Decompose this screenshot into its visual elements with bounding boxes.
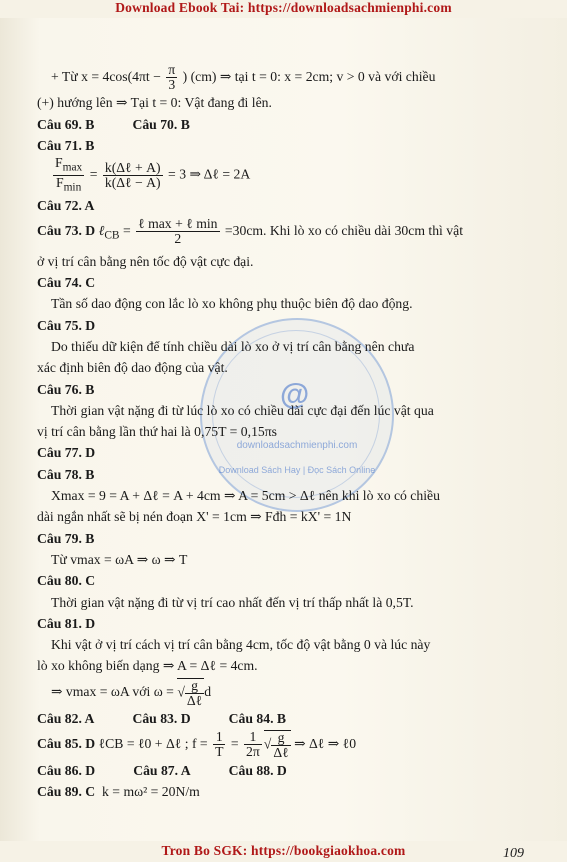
answer-81-formula: ⇒ vmax = ωA với ω = √ $\frac{g}{\text{Δℓ}}$ d xyxy=(51,677,212,708)
answer-81-text-2: lò xo không biến dạng ⇒ A = Δℓ = 4cm. xyxy=(37,658,258,674)
answer-content xyxy=(37,62,532,802)
answer-74-text: Tần số dao động con lắc lò xo không phụ thuộc biên độ dao động. xyxy=(51,296,413,312)
bottom-banner: Tron Bo SGK: https://bookgiaokhoa.com xyxy=(161,843,406,858)
answer-76-text-2: vị trí cân bằng lần thứ hai là 0,75T = 0,15πs xyxy=(37,424,277,440)
row-82-84: Câu 82. A Câu 83. D Câu 84. B xyxy=(37,710,287,726)
row-69-70: Câu 69. B Câu 70. B xyxy=(37,116,190,132)
answer-79-text: Từ vmax = ωA ⇒ ω ⇒ T xyxy=(51,551,188,567)
answer-79: Câu 79. B xyxy=(37,530,95,546)
line-1: + Từ x = 4cos(4πt − $\frac{\pi}{3}$ ) (cm) ⇒ tại t = 0: x = 2cm; v > 0 và với chiều xyxy=(51,62,436,93)
answer-80-text: Thời gian vật nặng đi từ vị trí cao nhất đến vị trí thấp nhất là 0,5T. xyxy=(51,594,414,610)
formula-71: $\frac{F_{max}}{F_{min}}$ = $\frac{\text{k(Δℓ + A)}}{\text{k(Δℓ − A)}}$ = 3 ⇒ Δℓ = 2A xyxy=(55,155,251,194)
pi-over-3: $\frac{\pi}{3}$ xyxy=(168,62,176,93)
watermark-domain: downloadsachmienphi.com xyxy=(236,440,358,451)
answer-80: Câu 80. C xyxy=(37,573,96,589)
answer-74: Câu 74. C xyxy=(37,275,96,291)
answer-75: Câu 75. D xyxy=(37,317,96,333)
answer-76: Câu 76. B xyxy=(37,381,95,397)
answer-78-text-2: dài ngắn nhất sẽ bị nén đoạn X' = 1cm ⇒ Fđh = kX' = 1N xyxy=(37,509,352,525)
answer-73-cont: ở vị trí cân bằng nên tốc độ vật cực đại. xyxy=(37,253,254,269)
answer-81: Câu 81. D xyxy=(37,615,96,631)
answer-81-text-1: Khi vật ở vị trí cách vị trí cân bằng 4cm, tốc độ vật bằng 0 và lúc này xyxy=(51,637,431,653)
answer-78-text-1: Xmax = 9 = A + Δℓ = A + 4cm ⇒ A = 5cm > Δℓ nên khi lò xo có chiều xyxy=(51,488,440,504)
answer-78: Câu 78. B xyxy=(37,466,95,482)
answer-72: Câu 72. A xyxy=(37,197,95,213)
answer-89: Câu 89. C k = mω² = 20N/m xyxy=(37,784,200,799)
top-banner: Download Ebook Tai: https://downloadsachmienphi.com xyxy=(115,0,452,15)
line-2: (+) hướng lên ⇒ Tại t = 0: Vật đang đi lên. xyxy=(37,95,272,111)
watermark-tagline: Download Sách Hay | Đọc Sách Online xyxy=(218,465,376,475)
answer-73: Câu 73. D ℓ$_{CB}$ = $\frac{\text{ℓ max + ℓ min}}{2}$ =30cm. Khi lò xo có chiều dài 30cm thì vật xyxy=(37,216,463,247)
page-number: 109 xyxy=(503,846,524,861)
answer-71: Câu 71. B xyxy=(37,137,95,153)
answer-77: Câu 77. D xyxy=(37,445,96,461)
answer-76-text-1: Thời gian vật nặng đi từ lúc lò xo có chiều dài cực đại đến lúc vật qua xyxy=(51,402,434,418)
answer-85: Câu 85. D ℓCB = ℓ0 + Δℓ ; f = $\frac{1}{T}$ = $\frac{1}{2\pi}$ √ $\frac{g}{\text{Δℓ}}$ ⇒ Δℓ ⇒ ℓ0 xyxy=(37,729,357,760)
row-86-88: Câu 86. D Câu 87. A Câu 88. D xyxy=(37,762,287,778)
answer-75-text-1: Do thiếu dữ kiện để tính chiều dài lò xo ở vị trí cân bằng nên chưa xyxy=(51,338,415,354)
at-sign-icon: @ xyxy=(280,378,310,411)
answer-75-text-2: xác định biên độ dao động của vật. xyxy=(37,360,228,376)
